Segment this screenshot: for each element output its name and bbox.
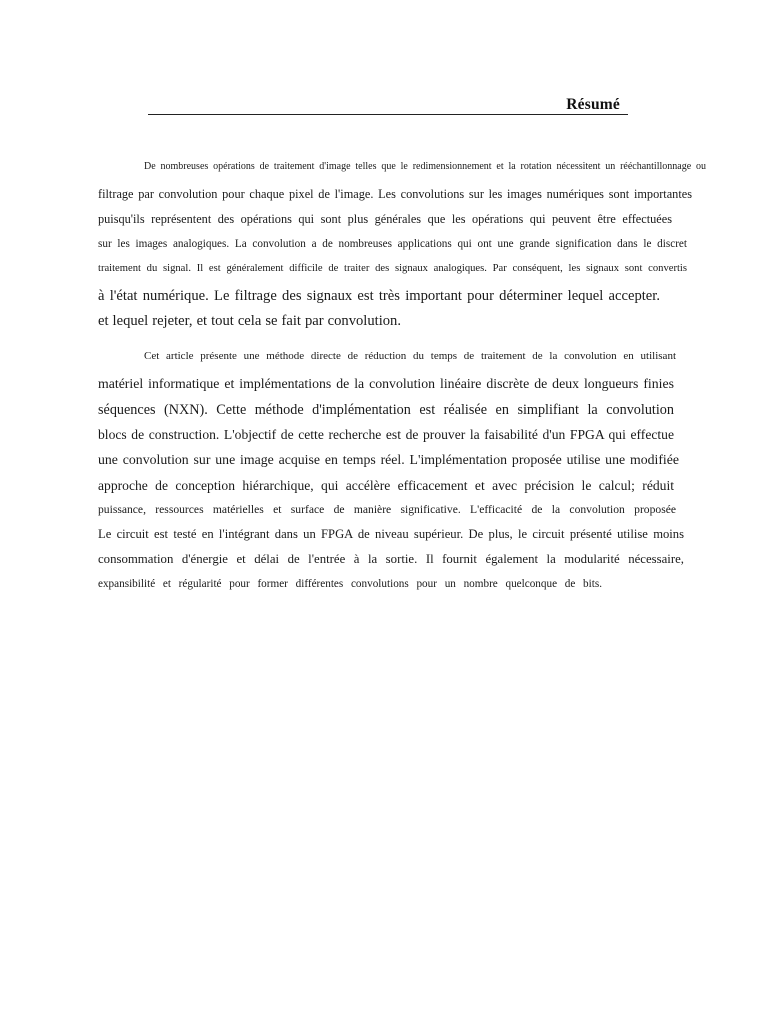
paragraph-1-line-2: filtrage par convolution pour chaque pixel de l'image. Les convolutions sur les images numériques sont importantes <box>98 187 692 201</box>
paragraph-2-line-1: Cet article présente une méthode directe de réduction du temps de traitement de la convolution en utilisant <box>144 350 676 362</box>
paragraph-2-line-7: puissance, ressources matérielles et surface de manière significative. L'efficacité de la convolution proposée <box>98 503 676 516</box>
page-title: Résumé <box>566 96 620 113</box>
paragraph-2-line-2: matériel informatique et implémentations de la convolution linéaire discrète de deux longueurs finies <box>98 376 674 391</box>
paragraph-1-line-1: De nombreuses opérations de traitement d'image telles que le redimensionnement et la rotation nécessitent un rééchantillonnage ou <box>144 161 706 172</box>
paragraph-2-line-8: Le circuit est testé en l'intégrant dans un FPGA de niveau supérieur. De plus, le circuit présenté utilise moins <box>98 527 684 541</box>
paragraph-1-line-6: à l'état numérique. Le filtrage des signaux est très important pour déterminer lequel accepter. <box>98 288 660 304</box>
paragraph-2-line-5: une convolution sur une image acquise en temps réel. L'implémentation proposée utilise une modifiée <box>98 452 679 467</box>
paragraph-1-line-4: sur les images analogiques. La convolution a de nombreuses applications qui ont une grande signification dans le discret <box>98 238 687 250</box>
paragraph-2-line-9: consommation d'énergie et délai de l'entrée à la sortie. Il fournit également la modularité nécessaire, <box>98 552 684 566</box>
paragraph-2-line-6: approche de conception hiérarchique, qui accélère efficacement et avec précision le calcul; réduit <box>98 478 674 493</box>
paragraph-1-line-3: puisqu'ils représentent des opérations qui sont plus générales que les opérations qui peuvent être effectuées <box>98 212 672 226</box>
title-rule <box>148 94 628 115</box>
paragraph-2-line-4: blocs de construction. L'objectif de cette recherche est de prouver la faisabilité d'un FPGA qui effectue <box>98 427 674 442</box>
paragraph-2-line-3: séquences (NXN). Cette méthode d'implémentation est réalisée en simplifiant la convolution <box>98 402 674 418</box>
paragraph-1-line-7: et lequel rejeter, et tout cela se fait par convolution. <box>98 313 401 329</box>
paragraph-2-line-10: expansibilité et régularité pour former différentes convolutions pour un nombre quelconque de bits. <box>98 578 602 590</box>
paragraph-1-line-5: traitement du signal. Il est généralement difficile de traiter des signaux analogiques. Par conséquent, les signaux sont convertis <box>98 263 687 274</box>
